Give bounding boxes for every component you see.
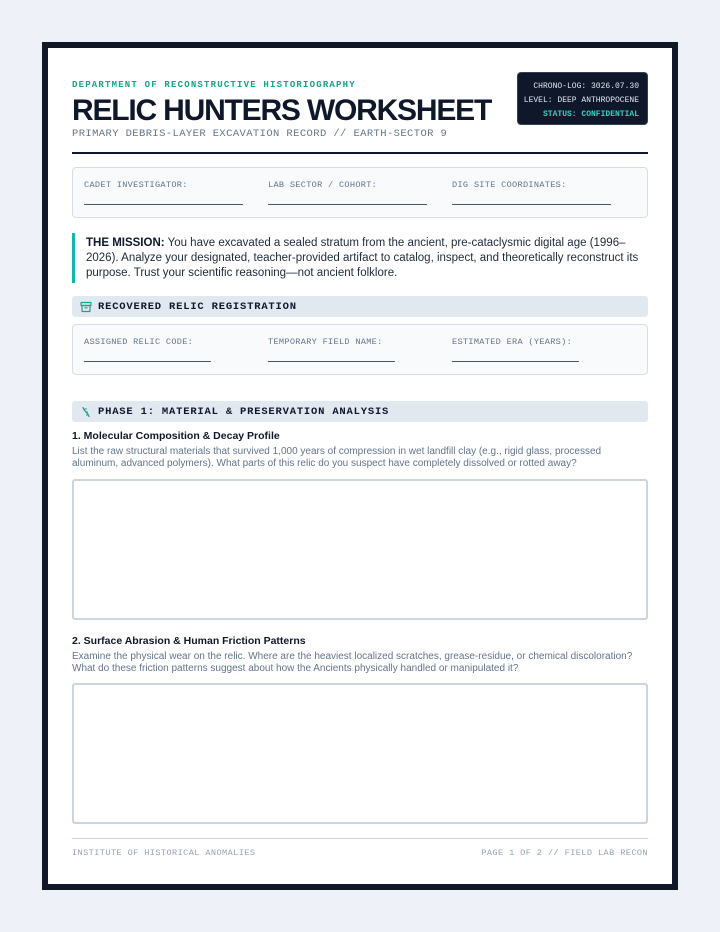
- department-label: DEPARTMENT OF RECONSTRUCTIVE HISTORIOGRAPHY: [72, 80, 356, 90]
- chrono-log-badge: [517, 72, 648, 125]
- section-title: RECOVERED RELIC REGISTRATION: [98, 300, 297, 313]
- relic-registration-fields: [72, 324, 648, 375]
- field-lab-sector: [268, 168, 452, 217]
- footer-institute: INSTITUTE OF HISTORICAL ANOMALIES: [72, 848, 256, 858]
- mission-text: You have excavated a sealed stratum from the ancient, pre-cataclysmic digital age (1996–2026). Analyze your designated, teacher-provided artifact to catalog, inspect, and theoretically reconstruct its purpose. Trust your scientific reasoning—not ancient folklore.: [86, 237, 639, 279]
- worksheet-page: [42, 42, 678, 890]
- question-1-answer-box[interactable]: [72, 479, 648, 620]
- field-label: LAB SECTOR / COHORT:: [268, 180, 378, 190]
- question-2-answer-box[interactable]: [72, 683, 648, 824]
- field-label: ESTIMATED ERA (YEARS):: [452, 337, 573, 347]
- question-2-description: Examine the physical wear on the relic. Where are the heaviest localized scratches, grease-residue, or chemical discoloration? What do these friction patterns suggest about how the Ancients physically handled or manipulated it?: [72, 651, 633, 674]
- section-title: PHASE 1: MATERIAL & PRESERVATION ANALYSIS: [98, 405, 390, 418]
- question-1-description: List the raw structural materials that survived 1,000 years of compression in wet landfill clay (e.g., rigid glass, processed aluminum, advanced polymers). What parts of this relic do you suspect have completely dissolved or rotted away?: [72, 446, 602, 469]
- cadet-investigator-input-line[interactable]: [84, 204, 243, 205]
- phase1-section-header: [72, 401, 648, 422]
- chrono-log-level: LEVEL: DEEP ANTHROPOCENE: [523, 96, 639, 105]
- chrono-log-status: STATUS: CONFIDENTIAL: [542, 110, 639, 119]
- question-2-title: 2. Surface Abrasion & Human Friction Patterns: [72, 635, 306, 647]
- field-temporary-name: [268, 325, 452, 374]
- footer-page-number: PAGE 1 OF 2 // FIELD LAB RECON: [481, 848, 648, 858]
- dna-icon: [80, 406, 92, 418]
- registration-section-header: [72, 296, 648, 317]
- relic-code-input-line[interactable]: [84, 361, 211, 362]
- field-label: TEMPORARY FIELD NAME:: [268, 337, 383, 347]
- mission-label: THE MISSION:: [86, 237, 165, 249]
- field-relic-code: [84, 325, 268, 374]
- page-footer: [72, 848, 648, 858]
- page-subtitle: PRIMARY DEBRIS-LAYER EXCAVATION RECORD // EARTH-SECTOR 9: [72, 128, 448, 140]
- field-label: CADET INVESTIGATOR:: [84, 180, 188, 190]
- dig-site-coordinates-input-line[interactable]: [452, 204, 611, 205]
- page-title: RELIC HUNTERS WORKSHEET: [72, 94, 492, 127]
- estimated-era-input-line[interactable]: [452, 361, 579, 362]
- header-divider: [72, 152, 648, 154]
- field-estimated-era: [452, 325, 636, 374]
- archive-box-icon: [80, 301, 92, 313]
- field-dig-site-coordinates: [452, 168, 636, 217]
- question-1-title: 1. Molecular Composition & Decay Profile: [72, 430, 280, 442]
- mission-callout: [72, 233, 648, 283]
- investigator-fields: [72, 167, 648, 218]
- temporary-name-input-line[interactable]: [268, 361, 395, 362]
- lab-sector-input-line[interactable]: [268, 204, 427, 205]
- field-label: DIG SITE COORDINATES:: [452, 180, 567, 190]
- field-cadet-investigator: [84, 168, 268, 217]
- footer-divider: [72, 838, 648, 839]
- chrono-log-date: CHRONO-LOG: 3026.07.30: [533, 82, 639, 91]
- field-label: ASSIGNED RELIC CODE:: [84, 337, 194, 347]
